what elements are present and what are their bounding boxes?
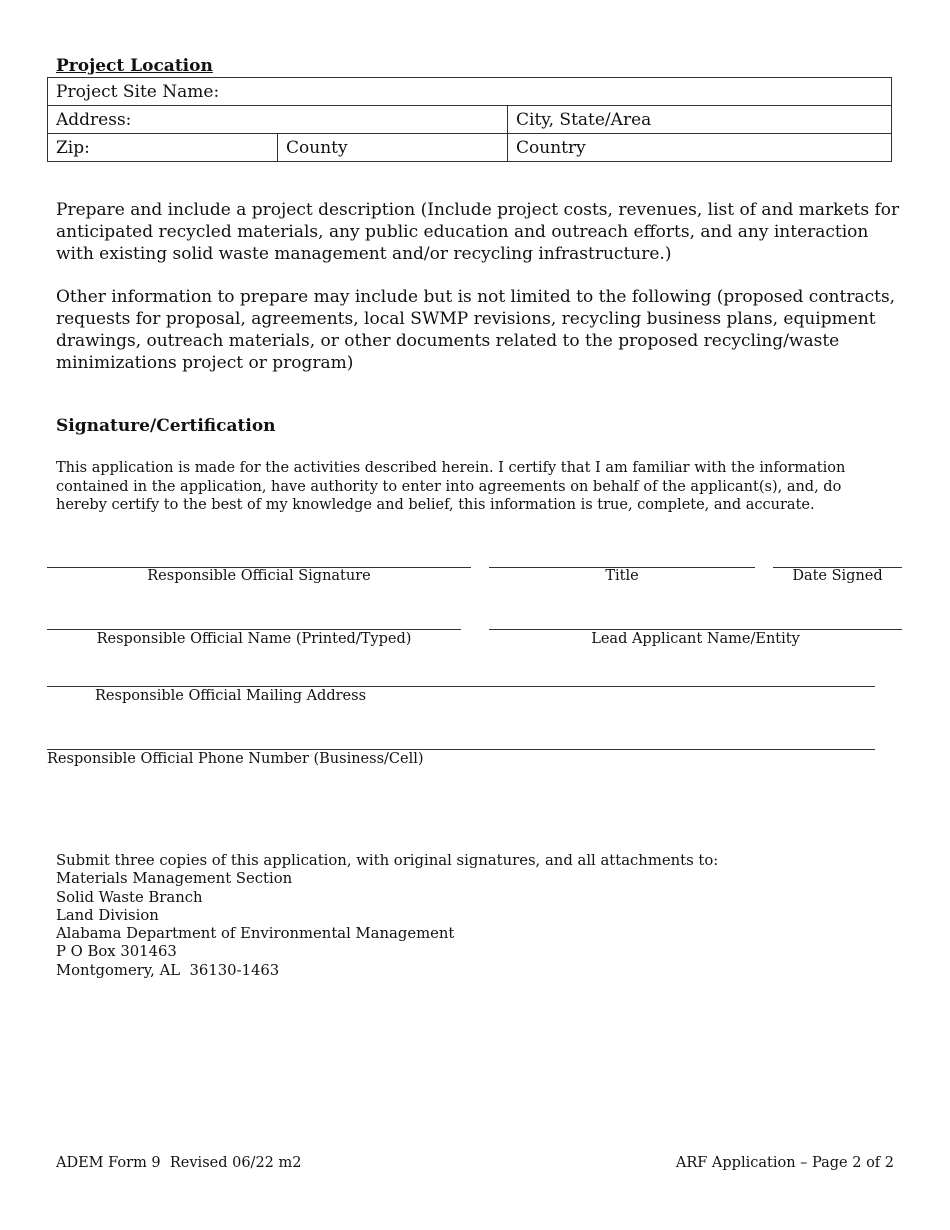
submission-block (56, 852, 718, 980)
address-line: Solid Waste Branch (56, 888, 203, 906)
address-line: Montgomery, AL 36130-1463 (56, 961, 280, 979)
submission-intro: Submit three copies of this application, with original signatures, and all attachments to: (56, 852, 719, 869)
footer-form-revision: ADEM Form 9 Revised 06/22 m2 (56, 1155, 302, 1171)
address-label: Address: (56, 109, 132, 130)
city-state-label: City, State/Area (516, 109, 652, 130)
mailing-address-line[interactable] (47, 686, 875, 687)
mailing-address-caption: Responsible Official Mailing Address (95, 688, 367, 704)
county-field[interactable] (278, 134, 508, 162)
signature-caption: Responsible Official Signature (147, 568, 371, 584)
lead-applicant-caption: Lead Applicant Name/Entity (591, 631, 800, 647)
zip-label: Zip: (56, 137, 90, 158)
signature-certification-heading: Signature/Certification (56, 416, 276, 436)
printed-name-caption: Responsible Official Name (Printed/Typed) (96, 631, 412, 647)
county-label: County (286, 137, 348, 158)
project-location-table (47, 77, 892, 162)
other-information-instructions: Other information to prepare may include but is not limited to the following (proposed contracts, requests for proposal, agreements, local SWMP revisions, recycling business plans, equipment drawings, outreach materials, or other documents related to the proposed recycling/waste minimizations project or program) (56, 287, 896, 373)
title-caption: Title (605, 568, 639, 584)
country-field[interactable] (508, 134, 892, 162)
date-signed-caption: Date Signed (792, 568, 883, 584)
project-site-name-field[interactable] (48, 78, 892, 106)
phone-number-caption: Responsible Official Phone Number (Business/Cell) (47, 751, 424, 767)
printed-name-line[interactable] (47, 629, 461, 630)
country-label: Country (516, 137, 586, 158)
address-line: Alabama Department of Environmental Management (56, 925, 455, 943)
address-line: Land Division (56, 906, 159, 924)
address-line: P O Box 301463 (56, 943, 177, 961)
certification-statement: This application is made for the activities described herein. I certify that I am familiar with the information contained in the application, have authority to enter into agreements on behalf of the applicant(s), and, do hereby certify to the best of my knowledge and belief, this information is true, complete, and accurate. (56, 460, 846, 513)
city-state-field[interactable] (508, 106, 892, 134)
project-location-heading: Project Location (56, 56, 213, 76)
address-field[interactable] (48, 106, 508, 134)
address-line: Materials Management Section (56, 870, 293, 888)
zip-field[interactable] (48, 134, 278, 162)
phone-number-line[interactable] (47, 749, 875, 750)
lead-applicant-line[interactable] (489, 629, 902, 630)
project-description-instructions: Prepare and include a project description (Include project costs, revenues, list of and markets for anticipated recycled materials, any public education and outreach efforts, and any interaction with existing solid waste management and/or recycling infrastructure.) (56, 200, 900, 264)
project-site-name-label: Project Site Name: (56, 81, 220, 102)
footer-page-number: ARF Application – Page 2 of 2 (675, 1155, 894, 1171)
